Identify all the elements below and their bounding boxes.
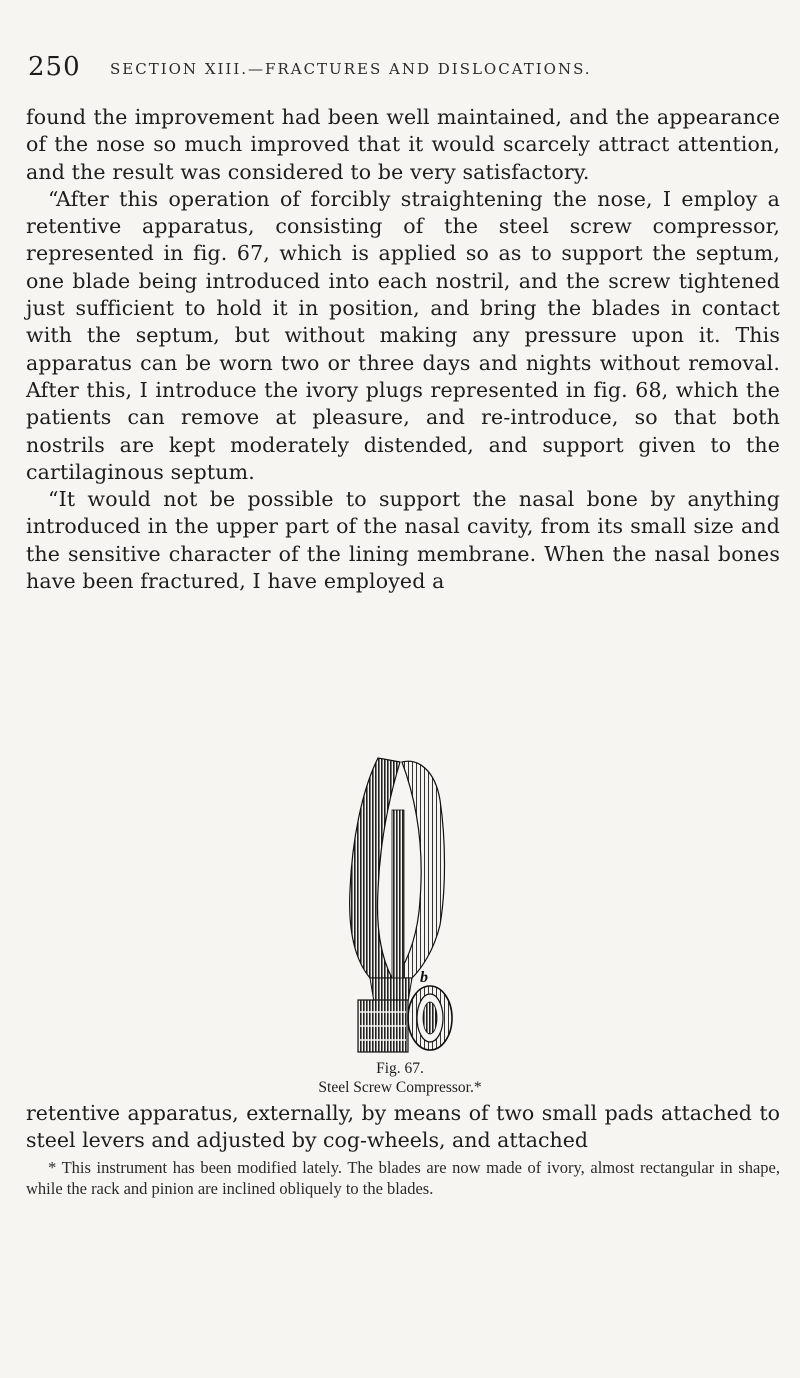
page-number: 250 [28, 52, 81, 82]
steel-screw-compressor-illustration [300, 750, 520, 1060]
paragraph: “It would not be possible to support the nasal bone by anything introduced in the upper part of the nasal cavity, from its small size and the sensitive character of the lining membrane. When the nasal bones have been fractured, I have employed a [26, 487, 780, 594]
running-head: SECTION XIII.—FRACTURES AND DISLOCATIONS. [110, 60, 592, 78]
paragraph: retentive apparatus, externally, by means of two small pads attached to steel levers and adjusted by cog-wheels, and attached [26, 1101, 780, 1153]
figure-label-b: b [420, 969, 428, 986]
footnote [26, 1157, 780, 1199]
footnote-text: * This instrument has been modified lately. The blades are now made of ivory, almost rectangular in shape, while the rack and pinion are inclined obliquely to the blades. [26, 1158, 780, 1199]
paragraph: found the improvement had been well maintained, and the appearance of the nose so much improved that it would scarcely attract attention, and the result was considered to be very satisfactory. [26, 105, 780, 184]
paragraph: “After this operation of forcibly straightening the nose, I employ a retentive apparatus, consisting of the steel screw compressor, represented in fig. 67, which is applied so as to support the septum, one blade being introduced into each nostril, and the screw tightened just sufficient to hold it in position, and bring the blades in contact with the septum, but without making any pressure upon it. This apparatus can be worn two or three days and nights without removal. After this, I introduce the ivory plugs represented in fig. 68, which the patients can remove at pleasure, and re-introduce, so that both nostrils are kept moderately distended, and support given to the cartilaginous septum. [26, 186, 780, 484]
neck [370, 978, 412, 1002]
figure-caption: Steel Screw Compressor.* [318, 1079, 482, 1096]
figure-number: Fig. 67. [376, 1060, 424, 1077]
body-text [26, 104, 780, 595]
continued-text [26, 1100, 780, 1155]
shaft [392, 810, 404, 980]
